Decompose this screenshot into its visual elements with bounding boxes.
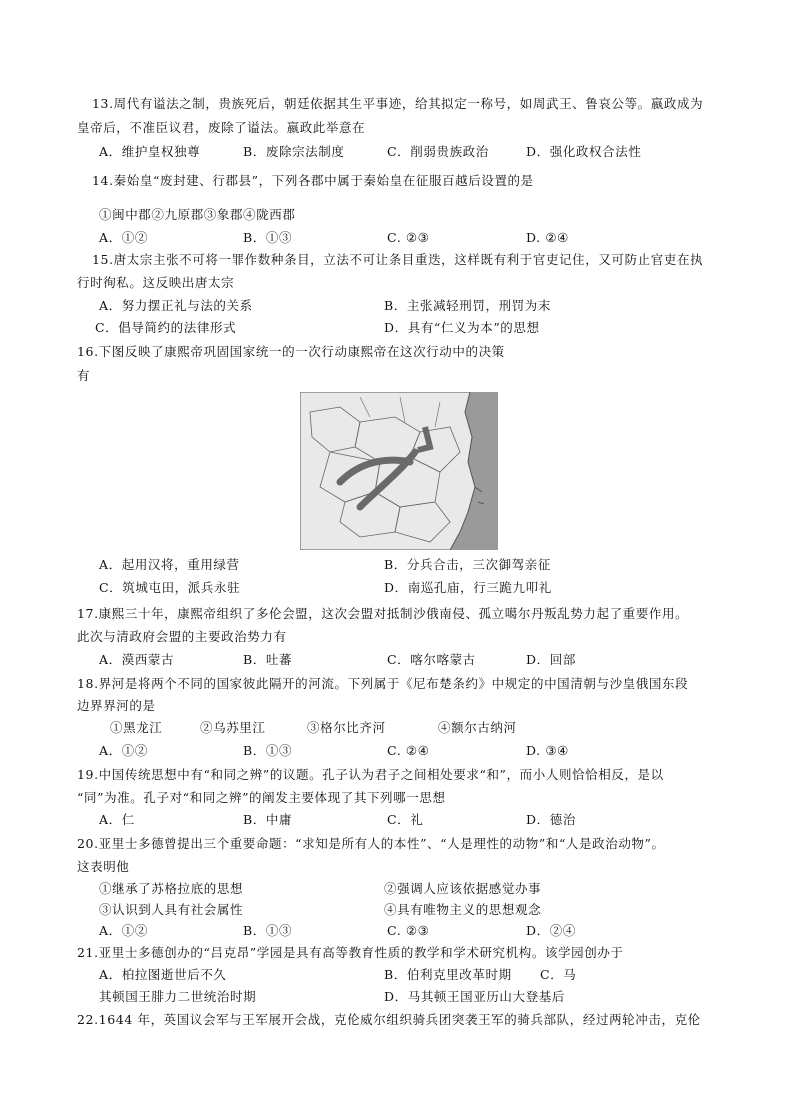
q21-option-c-continued: 其顿国王腓力二世统治时期 xyxy=(99,989,257,1004)
q13-stem-line1: 13.周代有谥法之制，贵族死后，朝廷依据其生平事迹，给其拟定一称号，如周武王、鲁哀公等。嬴政成为 xyxy=(92,96,704,111)
campaign-map xyxy=(300,392,498,550)
q18-item-3: ③格尔比齐河 xyxy=(307,720,386,735)
q20-stem-line2: 这表明他 xyxy=(77,859,130,874)
map-illustration xyxy=(300,392,498,550)
q18-option-a: A．①② xyxy=(99,743,148,758)
q21-option-d: D．马其顿王国亚历山大登基后 xyxy=(384,989,565,1004)
q16-stem-line2: 有 xyxy=(77,368,91,383)
q20-item-2: ②强调人应该依据感觉办事 xyxy=(384,881,542,896)
q14-stem-line1: 14.秦始皇“废封建、行郡县”，下列各郡中属于秦始皇在征服百越后设置的是 xyxy=(92,173,534,188)
q17-option-d: D．回部 xyxy=(526,652,576,667)
q17-stem-line1: 17.康熙三十年，康熙帝组织了多伦会盟，这次会盟对抵制沙俄南侵、孤立噶尔丹叛乱势力起了重要作用。 xyxy=(77,606,689,621)
q19-stem-line2: “同”为准。孔子对“和同之辨”的阐发主要体现了其下列哪一思想 xyxy=(77,790,446,805)
q14-option-d: D. ②④ xyxy=(526,230,569,245)
q16-option-b: B．分兵合击，三次御驾亲征 xyxy=(384,557,551,572)
q18-stem-line1: 18.界河是将两个不同的国家彼此隔开的河流。下列属于《尼布楚条约》中规定的中国清朝与沙皇俄国东段 xyxy=(77,676,689,691)
q20-item-4: ④具有唯物主义的思想观念 xyxy=(384,902,542,917)
q19-option-b: B．中庸 xyxy=(243,812,293,827)
q18-option-b: B．①③ xyxy=(243,743,293,758)
q21-option-a: A．柏拉图逝世后不久 xyxy=(99,967,227,982)
q13-option-d: D．强化政权合法性 xyxy=(526,144,642,159)
q15-option-c: C．倡导简约的法律形式 xyxy=(95,320,237,335)
q18-option-c: C. ②④ xyxy=(387,743,430,758)
q17-option-c: C．喀尔喀蒙古 xyxy=(387,652,476,667)
q19-option-d: D．德治 xyxy=(526,812,576,827)
q17-option-b: B．吐蕃 xyxy=(243,652,293,667)
q20-item-3: ③认识到人具有社会属性 xyxy=(99,902,244,917)
q18-option-d: D. ③④ xyxy=(526,743,569,758)
q15-option-a: A．努力摆正礼与法的关系 xyxy=(99,298,253,313)
q20-option-d: D．②④ xyxy=(526,923,576,938)
q13-option-c: C．削弱贵族政治 xyxy=(387,144,489,159)
q14-option-a: A．①② xyxy=(99,230,148,245)
q18-stem-line2: 边界界河的是 xyxy=(77,698,156,713)
q15-stem-line2: 行时徇私。这反映出唐太宗 xyxy=(77,275,235,290)
q22-stem-line1: 22.1644 年，英国议会军与王军展开会战，克伦威尔组织骑兵团突袭王军的骑兵部队，经过两轮冲击，克伦 xyxy=(77,1012,701,1027)
q13-option-a: A．维护皇权独尊 xyxy=(99,144,201,159)
q15-option-b: B．主张减轻刑罚，刑罚为末 xyxy=(384,298,551,313)
q16-stem-line1: 16.下图反映了康熙帝巩固国家统一的一次行动康熙帝在这次行动中的决策 xyxy=(77,344,505,359)
q16-option-a: A．起用汉将，重用绿营 xyxy=(99,557,240,572)
q16-option-c: C．筑城屯田，派兵永驻 xyxy=(99,580,241,595)
q14-option-b: B．①③ xyxy=(243,230,293,245)
q13-option-b: B．废除宗法制度 xyxy=(243,144,345,159)
q16-option-d: D．南巡孔庙，行三跪九叩礼 xyxy=(384,580,552,595)
q14-option-c: C. ②③ xyxy=(387,230,430,245)
q15-option-d: D．具有“仁义为本”的思想 xyxy=(384,320,540,335)
q14-items: ①闽中郡②九原郡③象郡④陇西郡 xyxy=(99,207,296,222)
q19-stem-line1: 19.中国传统思想中有“和同之辨”的议题。孔子认为君子之间相处要求“和”，而小人则恰恰相反，是以 xyxy=(77,767,664,782)
q18-item-2: ②乌苏里江 xyxy=(200,720,266,735)
q19-option-c: C．礼 xyxy=(387,812,424,827)
q17-stem-line2: 此次与清政府会盟的主要政治势力有 xyxy=(77,629,287,644)
q21-option-b: B．伯利克里改革时期 xyxy=(384,967,512,982)
q18-item-1: ①黑龙江 xyxy=(110,720,163,735)
q13-stem-line2: 皇帝后，不准臣议君，废除了谥法。嬴政此举意在 xyxy=(77,120,366,135)
q20-option-c: C. ②③ xyxy=(387,923,430,938)
q20-option-a: A．①② xyxy=(99,923,148,938)
q17-option-a: A．漠西蒙古 xyxy=(99,652,175,667)
q21-option-c: C．马 xyxy=(540,967,577,982)
q20-item-1: ①继承了苏格拉底的思想 xyxy=(99,881,244,896)
q19-option-a: A．仁 xyxy=(99,812,135,827)
q18-item-4: ④额尔古纳河 xyxy=(438,720,517,735)
q20-option-b: B．①③ xyxy=(243,923,293,938)
q15-stem-line1: 15.唐太宗主张不可将一罪作数种条目，立法不可让条目重迭，这样既有利于官吏记住，又可防止官吏在执 xyxy=(92,252,704,267)
q21-stem-line1: 21.亚里士多德创办的“吕克昂”学园是具有高等教育性质的教学和学术研究机构。该学园创办于 xyxy=(77,945,624,960)
q20-stem-line1: 20.亚里士多德曾提出三个重要命题：“求知是所有人的本性”、“人是理性的动物”和“人是政治动物”。 xyxy=(77,836,665,851)
